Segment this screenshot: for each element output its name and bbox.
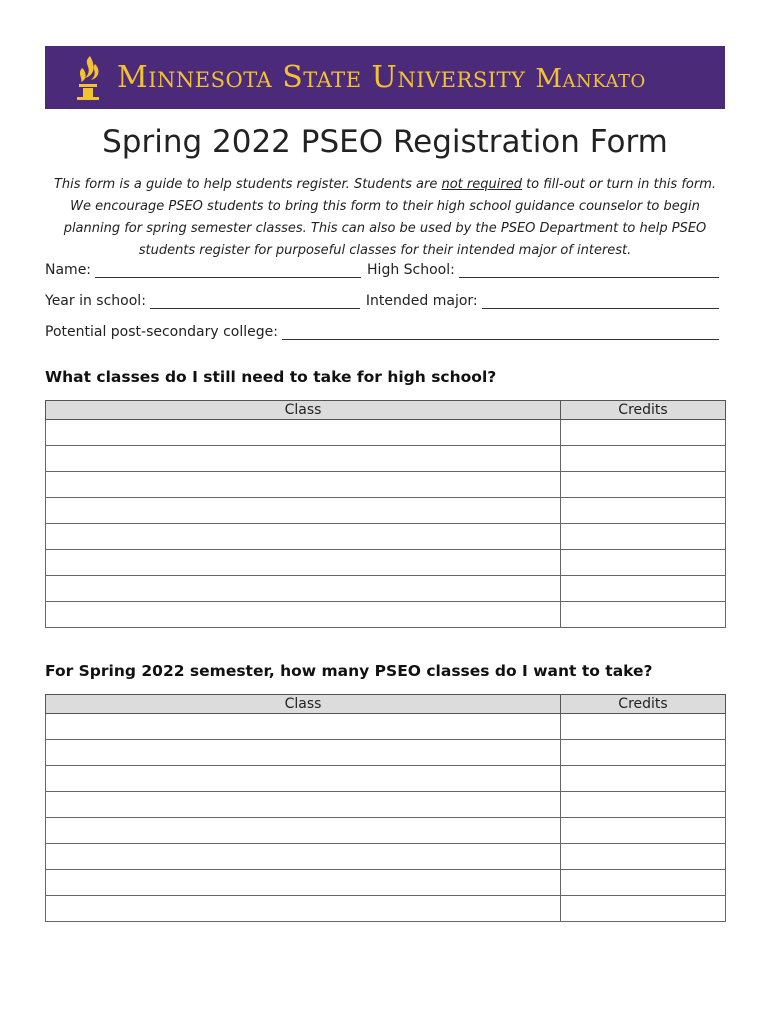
table-row — [46, 818, 726, 844]
credits-cell[interactable] — [561, 818, 726, 844]
class-cell[interactable] — [46, 844, 561, 870]
credits-cell[interactable] — [561, 524, 726, 550]
table-row — [46, 550, 726, 576]
college-field[interactable] — [282, 325, 719, 340]
section2-question: For Spring 2022 semester, how many PSEO classes do I want to take? — [45, 662, 653, 680]
major-field[interactable] — [482, 294, 719, 309]
table-row — [46, 844, 726, 870]
credits-cell[interactable] — [561, 446, 726, 472]
major-label: Intended major: — [365, 293, 478, 309]
form-intro — [52, 174, 718, 262]
class-column-header: Class — [46, 401, 561, 420]
table-header-row — [46, 401, 726, 420]
credits-column-header: Credits — [561, 401, 726, 420]
table-row — [46, 420, 726, 446]
credits-cell[interactable] — [561, 714, 726, 740]
class-cell[interactable] — [46, 792, 561, 818]
credits-cell[interactable] — [561, 870, 726, 896]
class-cell[interactable] — [46, 576, 561, 602]
credits-cell[interactable] — [561, 472, 726, 498]
table-row — [46, 524, 726, 550]
class-cell[interactable] — [46, 602, 561, 628]
form-title: Spring 2022 PSEO Registration Form — [102, 124, 668, 160]
credits-cell[interactable] — [561, 766, 726, 792]
class-cell[interactable] — [46, 818, 561, 844]
table-row — [46, 766, 726, 792]
table-row — [46, 896, 726, 922]
class-cell[interactable] — [46, 524, 561, 550]
class-cell[interactable] — [46, 446, 561, 472]
table-row — [46, 740, 726, 766]
name-label: Name: — [45, 262, 92, 278]
class-cell[interactable] — [46, 550, 561, 576]
credits-cell[interactable] — [561, 792, 726, 818]
pseo-classes-table — [45, 694, 726, 922]
credits-cell[interactable] — [561, 602, 726, 628]
credits-cell[interactable] — [561, 420, 726, 446]
field-row-college — [45, 320, 719, 340]
table-row — [46, 576, 726, 602]
credits-cell[interactable] — [561, 576, 726, 602]
table-row — [46, 498, 726, 524]
table-row — [46, 792, 726, 818]
credits-cell[interactable] — [561, 550, 726, 576]
credits-column-header: Credits — [561, 695, 726, 714]
flame-icon — [73, 54, 103, 102]
class-cell[interactable] — [46, 472, 561, 498]
class-cell[interactable] — [46, 420, 561, 446]
table-row — [46, 446, 726, 472]
high-school-label: High School: — [367, 262, 455, 278]
credits-cell[interactable] — [561, 498, 726, 524]
name-field[interactable] — [95, 263, 361, 278]
high-school-field[interactable] — [459, 263, 719, 278]
class-cell[interactable] — [46, 740, 561, 766]
class-column-header: Class — [46, 695, 561, 714]
table-row — [46, 870, 726, 896]
year-label: Year in school: — [45, 293, 146, 309]
credits-cell[interactable] — [561, 740, 726, 766]
class-cell[interactable] — [46, 498, 561, 524]
credits-cell[interactable] — [561, 844, 726, 870]
brand-main: Minnesota State University — [117, 60, 526, 95]
class-cell[interactable] — [46, 714, 561, 740]
table-row — [46, 602, 726, 628]
intro-text-start: This form is a guide to help students register. Students are — [53, 177, 442, 192]
intro-emphasis: not required — [441, 177, 522, 192]
class-cell[interactable] — [46, 870, 561, 896]
table-row — [46, 472, 726, 498]
intro-text-end: to fill-out or turn in this form. We encourage PSEO students to bring this form to their high school guidance counselor to begin planning for spring semester classes. This can also be used by the PSEO Department to help PSEO students register for purposeful classes for their intended major of interest. — [63, 177, 716, 258]
credits-cell[interactable] — [561, 896, 726, 922]
table-row — [46, 714, 726, 740]
table-header-row — [46, 695, 726, 714]
class-cell[interactable] — [46, 766, 561, 792]
year-field[interactable] — [150, 294, 360, 309]
brand-sub: Mankato — [535, 64, 646, 94]
field-row-name — [45, 258, 719, 278]
high-school-classes-table — [45, 400, 726, 628]
college-label: Potential post-secondary college: — [45, 324, 278, 340]
university-banner — [45, 46, 725, 109]
university-wordmark — [117, 60, 725, 97]
section1-question: What classes do I still need to take for high school? — [45, 368, 497, 386]
class-cell[interactable] — [46, 896, 561, 922]
field-row-year — [45, 289, 719, 309]
